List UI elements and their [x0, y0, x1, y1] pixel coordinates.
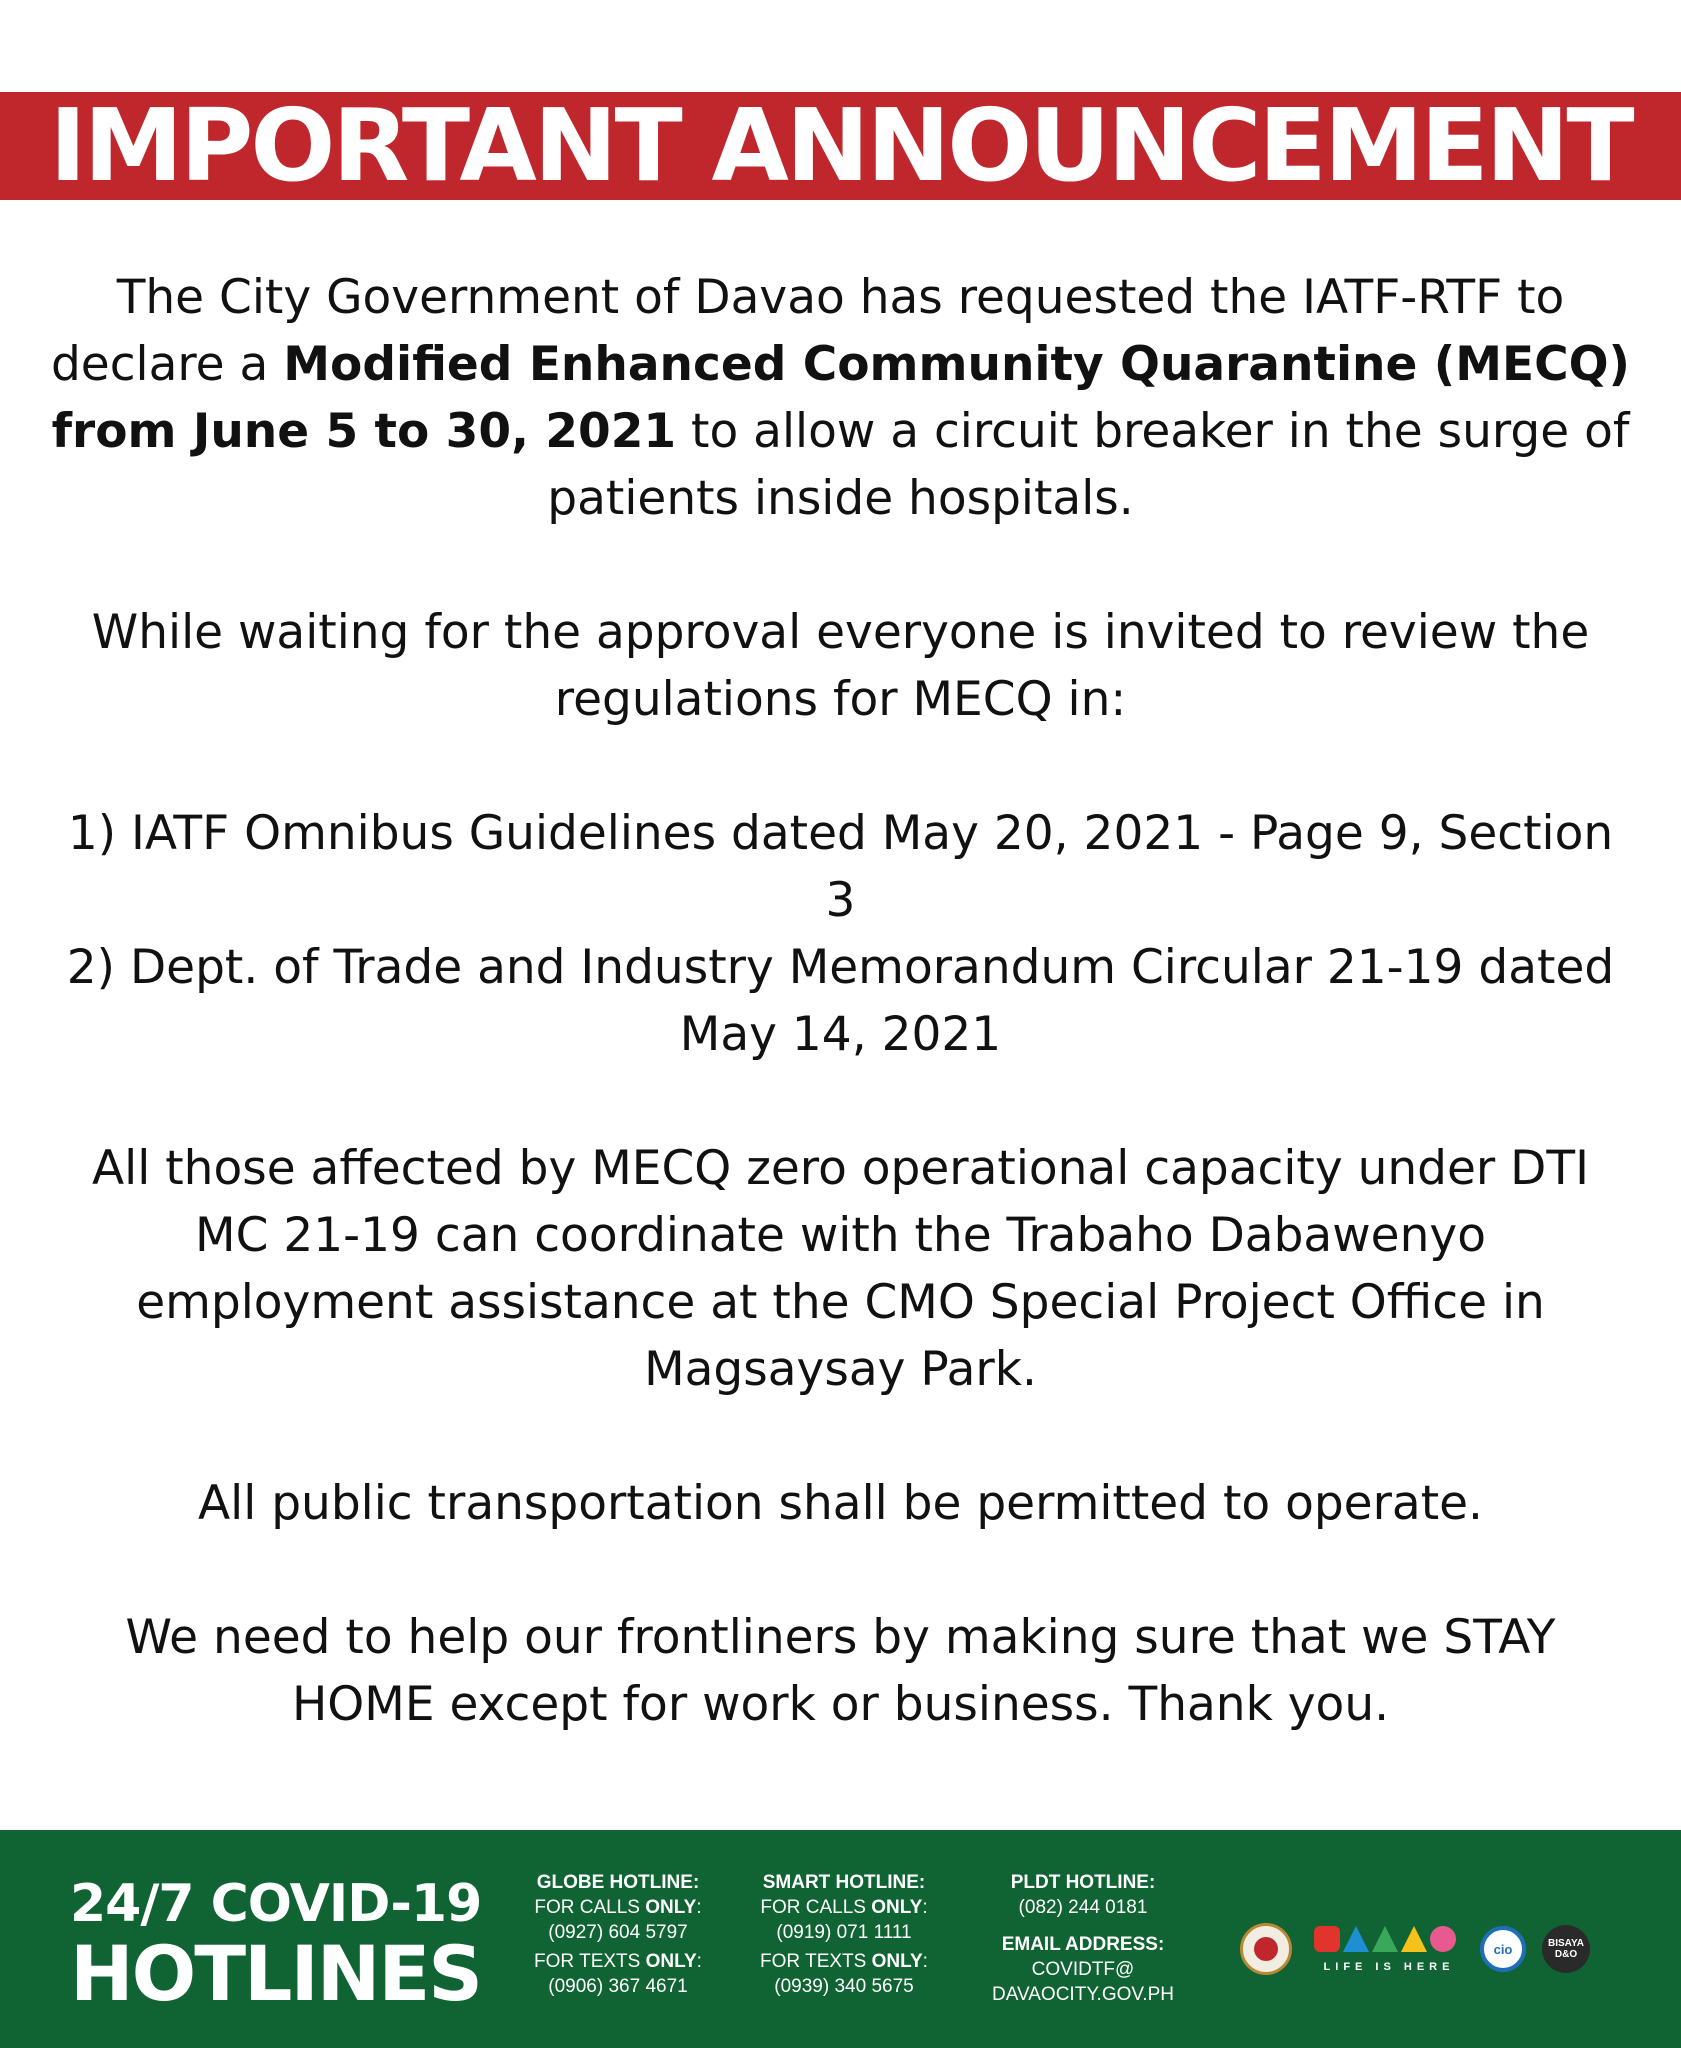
davao-life-is-here-logo: [1314, 1921, 1464, 1977]
bisaya-logo: BISAYA D&O: [1542, 1925, 1590, 1973]
globe-calls-label: FOR CALLS ONLY:: [534, 1897, 702, 1918]
smart-hotline: [729, 1870, 959, 1999]
smart-hotline-heading: SMART HOTLINE:: [762, 1872, 926, 1893]
smart-texts-number[interactable]: (0939) 340 5675: [774, 1976, 914, 1997]
hotlines-title-line2: HOTLINES: [70, 1929, 482, 2018]
banner-title: IMPORTANT ANNOUNCEMENT: [49, 87, 1632, 204]
globe-hotline-heading: GLOBE HOTLINE:: [536, 1872, 700, 1893]
hotlines-title-line1: 24/7 COVID-19: [70, 1874, 482, 1934]
paragraph-request: [50, 264, 1631, 532]
cio-logo: cio: [1480, 1926, 1526, 1972]
smart-calls-number[interactable]: (0919) 071 1111: [776, 1922, 912, 1943]
pldt-hotline: [968, 1870, 1198, 2007]
email-heading: EMAIL ADDRESS:: [1001, 1934, 1165, 1955]
announcement-banner: [0, 87, 1681, 204]
hotlines-title: [70, 1874, 482, 2018]
smart-calls-label: FOR CALLS ONLY:: [760, 1897, 928, 1918]
davao-logo-mark-pink: [1430, 1926, 1456, 1952]
list-item: 1) IATF Omnibus Guidelines dated May 20, 2021 - Page 9, Section 3: [67, 806, 1614, 928]
globe-texts-label: FOR TEXTS ONLY:: [534, 1951, 702, 1972]
globe-texts-number[interactable]: (0906) 367 4671: [548, 1976, 688, 1997]
request-text-start: The City Government of Davao has requested the IATF-RTF to declare a: [50, 270, 1565, 392]
globe-hotline: [503, 1870, 733, 1999]
paragraph-stay-home: We need to help our frontliners by making sure that we STAY HOME except for work or business. Thank you.: [125, 1610, 1556, 1732]
globe-calls-number[interactable]: (0927) 604 5797: [548, 1922, 688, 1943]
city-seal-logo: [1240, 1923, 1292, 1975]
partner-logos: [1240, 1918, 1620, 1980]
list-item: 2) Dept. of Trade and Industry Memorandum Circular 21-19 dated May 14, 2021: [66, 940, 1615, 1062]
request-text-end: to allow a circuit breaker in the surge of patients inside hospitals.: [547, 404, 1630, 526]
davao-logo-mark-red: [1314, 1926, 1340, 1952]
hotlines-footer: [0, 1830, 1681, 2048]
pldt-hotline-heading: PLDT HOTLINE:: [1010, 1872, 1156, 1893]
smart-texts-label: FOR TEXTS ONLY:: [760, 1951, 928, 1972]
paragraph-review: While waiting for the approval everyone is invited to review the regulations for MECQ in:: [91, 605, 1590, 727]
paragraph-transport: All public transportation shall be permitted to operate.: [198, 1476, 1483, 1531]
regulations-list: [50, 800, 1631, 1068]
davao-logo-mark-yellow: [1401, 1926, 1427, 1952]
davao-logo-mark-green: [1372, 1926, 1398, 1952]
request-text-bold: Modified Enhanced Community Quarantine (MECQ) from June 5 to 30, 2021: [51, 337, 1631, 459]
announcement-body: [50, 264, 1631, 1738]
davao-logo-mark-blue: [1343, 1926, 1369, 1952]
email-address-line2[interactable]: DAVAOCITY.GOV.PH: [992, 1984, 1174, 2005]
email-address-line1[interactable]: COVIDTF@: [1031, 1959, 1135, 1980]
pldt-number[interactable]: (082) 244 0181: [1018, 1897, 1148, 1918]
paragraph-employment: All those affected by MECQ zero operational capacity under DTI MC 21-19 can coordinate with the Trabaho Dabawenyo employment assistance at the CMO Special Project Office in Magsaysay Park.: [92, 1141, 1589, 1397]
davao-logo-tagline: LIFE IS HERE: [1323, 1961, 1455, 1973]
